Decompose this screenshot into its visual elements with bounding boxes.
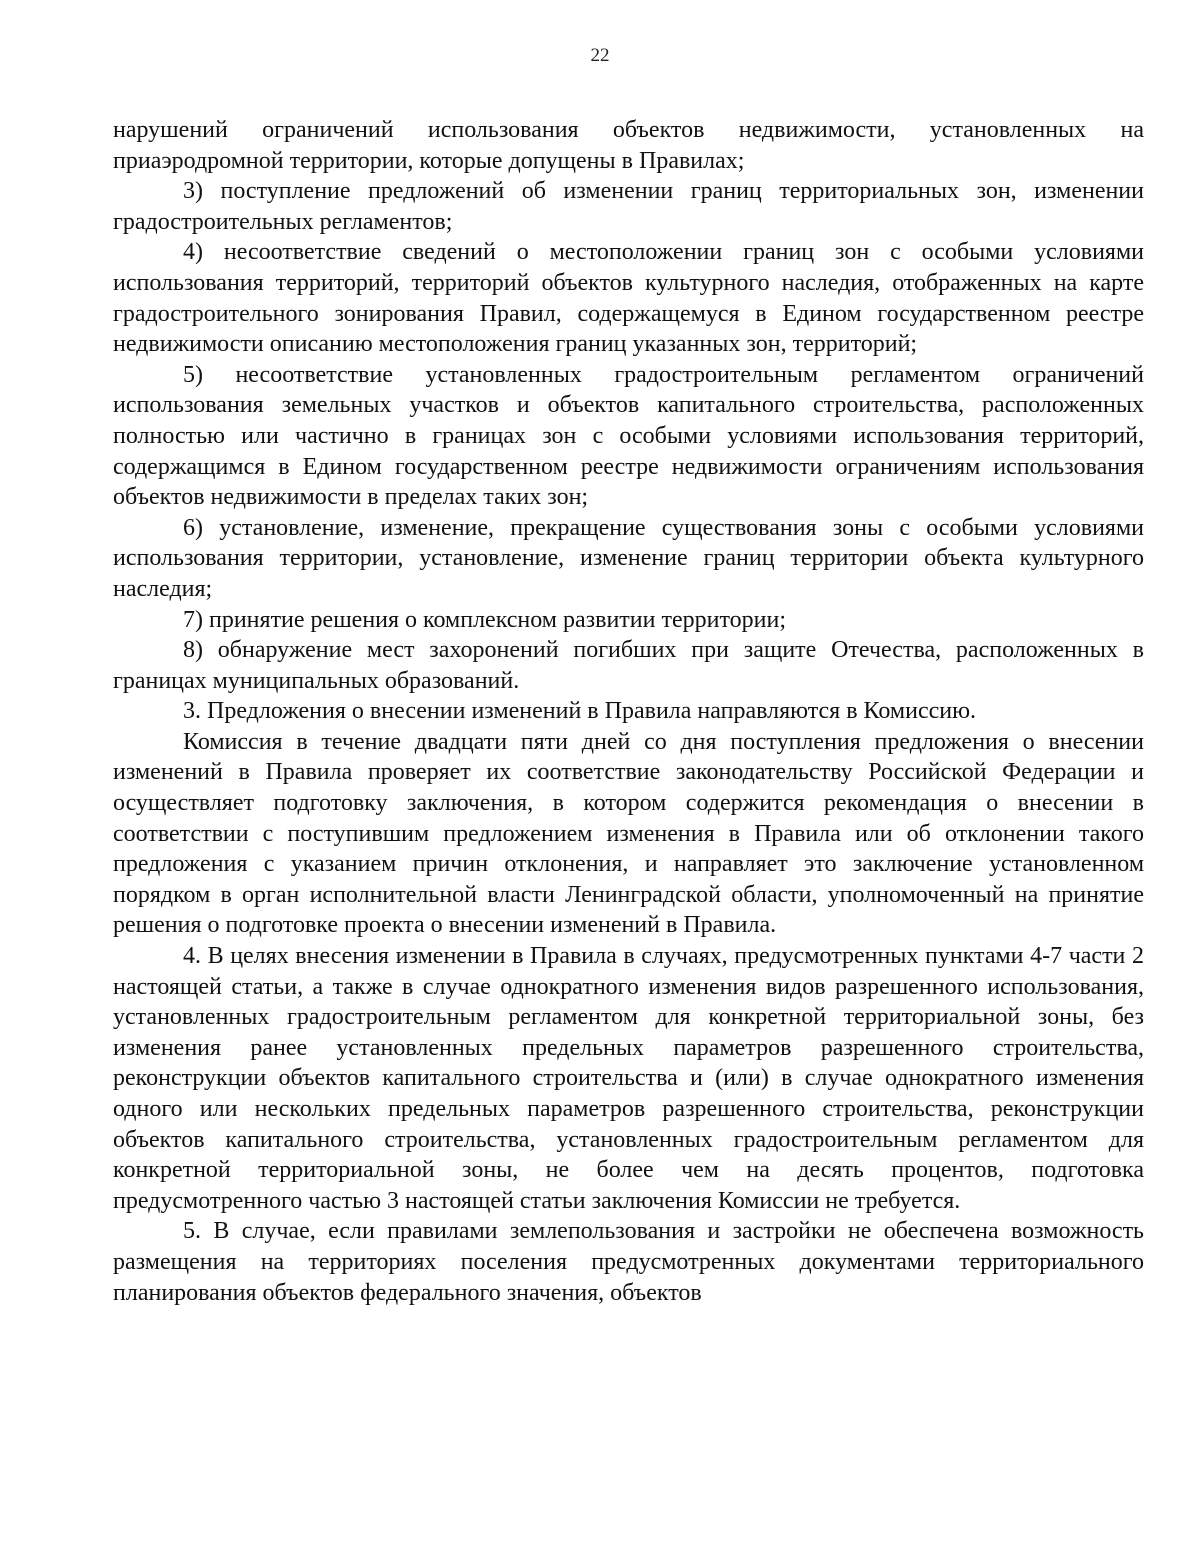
document-body bbox=[113, 115, 1144, 1308]
list-item-5: 5) несоответствие установленных градостроительным регламентом ограничений использования земельных участков и объектов капитального строительства, расположенных полностью или частично в границах зон с особыми условиями использования территорий, содержащимся в Едином государственном реестре недвижимости ограничениям использования объектов недвижимости в пределах таких зон; bbox=[113, 361, 1144, 511]
list-item-8: 8) обнаружение мест захоронений погибших при защите Отечества, расположенных в границах муниципальных образований. bbox=[113, 637, 1144, 694]
clause-5: 5. В случае, если правилами землепользования и застройки не обеспечена возможность размещения на территориях поселения предусмотренных документами территориального планирования объектов федерального значения, объектов bbox=[113, 1218, 1144, 1306]
list-item-3: 3) поступление предложений об изменении границ территориальных зон, изменении градостроительных регламентов; bbox=[113, 178, 1144, 235]
clause-4: 4. В целях внесения изменении в Правила в случаях, предусмотренных пунктами 4-7 части 2 настоящей статьи, а также в случае однократного изменения видов разрешенного использования, установленных градостроительным регламентом для конкретной территориальной зоны, без изменения ранее установленных предельных параметров разрешенного строительства, реконструкции объектов капитального строительства и (или) в случае однократного изменения одного или нескольких предельных параметров разрешенного строительства, реконструкции объектов капитального строительства, установленных градостроительным регламентом для конкретной территориальной зоны, не более чем на десять процентов, подготовка предусмотренного частью 3 настоящей статьи заключения Комиссии не требуется. bbox=[113, 943, 1144, 1214]
list-item-7: 7) принятие решения о комплексном развитии территории; bbox=[183, 606, 786, 633]
page-number: 22 bbox=[590, 45, 610, 66]
clause-3-commission-paragraph: Комиссия в течение двадцати пяти дней со дня поступления предложения о внесении изменений в Правила проверяет их соответствие законодательству Российской Федерации и осуществляет подготовку заключения, в котором содержится рекомендация о внесении в соответствии с поступившим предложением изменения в Правила или об отклонении такого предложения с указанием причин отклонения, и направляет это заключение установленном порядком в орган исполнительной власти Ленинградской области, уполномоченный на принятие решения о подготовке проекта о внесении изменений в Правила. bbox=[113, 728, 1144, 939]
list-item-6: 6) установление, изменение, прекращение существования зоны с особыми условиями использования территории, установление, изменение границ территории объекта культурного наследия; bbox=[113, 514, 1144, 602]
paragraph-continuation: нарушений ограничений использования объектов недвижимости, установленных на приаэродромной территории, которые допущены в Правилах; bbox=[113, 117, 1144, 174]
clause-3: 3. Предложения о внесении изменений в Правила направляются в Комиссию. bbox=[183, 698, 977, 725]
list-item-4: 4) несоответствие сведений о местоположении границ зон с особыми условиями использования территорий, территорий объектов культурного наследия, отображенных на карте градостроительного зонирования Правил, содержащемуся в Едином государственном реестре недвижимости описанию местоположения границ указанных зон, территорий; bbox=[113, 239, 1144, 358]
